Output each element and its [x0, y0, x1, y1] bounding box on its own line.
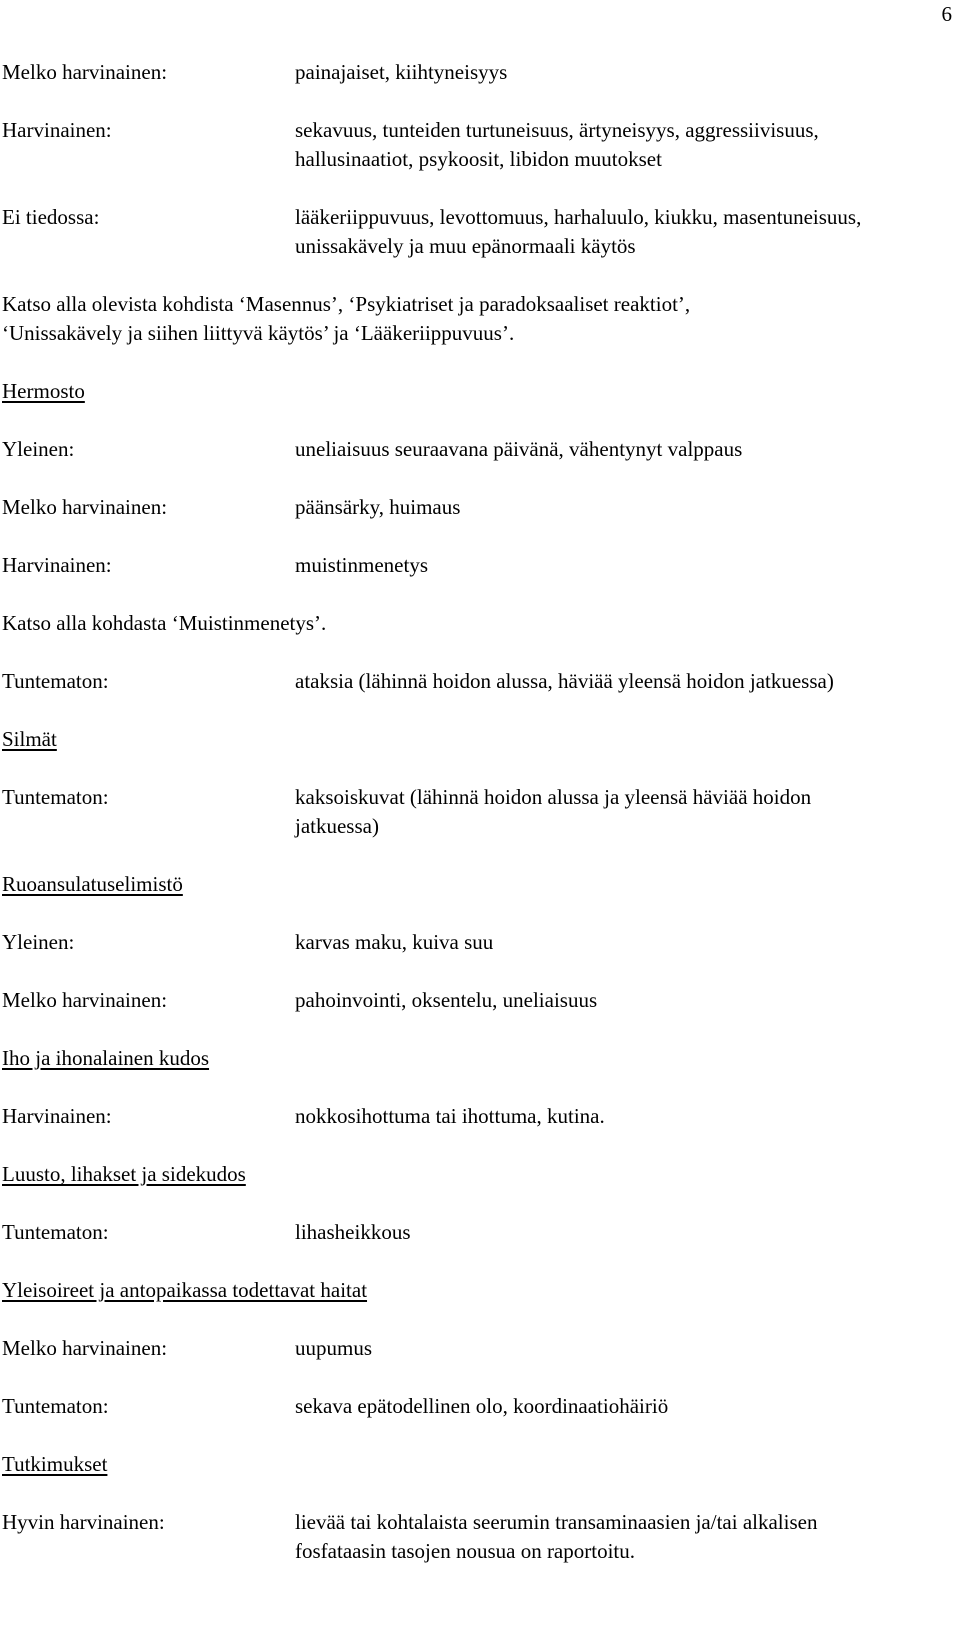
section-heading-luusto: Luusto, lihakset ja sidekudos: [2, 1162, 246, 1186]
frequency-label: Tuntematon:: [2, 1394, 109, 1418]
frequency-label: Yleinen:: [2, 930, 75, 954]
frequency-label: Harvinainen:: [2, 1104, 112, 1128]
side-effect-text: painajaiset, kiihtyneisyys: [295, 60, 508, 84]
section-heading-silmat: Silmät: [2, 727, 57, 751]
frequency-label: Harvinainen:: [2, 118, 112, 142]
note-paragraph: ‘Unissakävely ja siihen liittyvä käytös’ ja ‘Lääkeriippuvuus’.: [2, 321, 515, 345]
frequency-label: Melko harvinainen:: [2, 1336, 168, 1360]
section-heading-hermosto: Hermosto: [2, 379, 85, 403]
side-effect-text: lihasheikkous: [295, 1220, 411, 1244]
section-heading-iho: Iho ja ihonalainen kudos: [2, 1046, 210, 1070]
section-heading-tutkimukset: Tutkimukset: [2, 1452, 108, 1476]
frequency-label: Melko harvinainen:: [2, 495, 168, 519]
frequency-label: Tuntematon:: [2, 669, 109, 693]
side-effect-text: ataksia (lähinnä hoidon alussa, häviää yleensä hoidon jatkuessa): [295, 669, 834, 693]
frequency-label: Harvinainen:: [2, 553, 112, 577]
side-effect-text: uneliaisuus seuraavana päivänä, vähentynyt valppaus: [295, 437, 743, 461]
frequency-label: Yleinen:: [2, 437, 75, 461]
side-effect-text: lievää tai kohtalaista seerumin transaminaasien ja/tai alkalisen: [295, 1510, 818, 1534]
side-effect-text: jatkuessa): [295, 814, 379, 838]
section-heading-ruoansulatus: Ruoansulatuselimistö: [2, 872, 183, 896]
side-effect-text: nokkosihottuma tai ihottuma, kutina.: [295, 1104, 605, 1128]
page-number: 6: [941, 2, 952, 26]
side-effect-text: karvas maku, kuiva suu: [295, 930, 494, 954]
frequency-label: Ei tiedossa:: [2, 205, 100, 229]
frequency-label: Tuntematon:: [2, 1220, 109, 1244]
side-effect-text: sekava epätodellinen olo, koordinaatiohäiriö: [295, 1394, 669, 1418]
side-effect-text: fosfataasin tasojen nousua on raportoitu.: [295, 1539, 635, 1563]
side-effect-text: pahoinvointi, oksentelu, uneliaisuus: [295, 988, 598, 1012]
frequency-label: Melko harvinainen:: [2, 988, 168, 1012]
side-effect-text: päänsärky, huimaus: [295, 495, 461, 519]
frequency-label: Hyvin harvinainen:: [2, 1510, 165, 1534]
note-paragraph: Katso alla olevista kohdista ‘Masennus’, ‘Psykiatriset ja paradoksaaliset reaktiot’,: [2, 292, 691, 316]
frequency-label: Melko harvinainen:: [2, 60, 168, 84]
side-effect-text: unissakävely ja muu epänormaali käytös: [295, 234, 636, 258]
frequency-label: Tuntematon:: [2, 785, 109, 809]
side-effect-text: hallusinaatiot, psykoosit, libidon muutokset: [295, 147, 662, 171]
section-heading-yleisoireet: Yleisoireet ja antopaikassa todettavat haitat: [2, 1278, 368, 1302]
side-effect-text: sekavuus, tunteiden turtuneisuus, ärtyneisyys, aggressiivisuus,: [295, 118, 819, 142]
side-effect-text: uupumus: [295, 1336, 373, 1360]
side-effect-text: kaksoiskuvat (lähinnä hoidon alussa ja yleensä häviää hoidon: [295, 785, 812, 809]
side-effect-text: muistinmenetys: [295, 553, 428, 577]
side-effect-text: lääkeriippuvuus, levottomuus, harhaluulo, kiukku, masentuneisuus,: [295, 205, 862, 229]
note-paragraph: Katso alla kohdasta ‘Muistinmenetys’.: [2, 611, 327, 635]
